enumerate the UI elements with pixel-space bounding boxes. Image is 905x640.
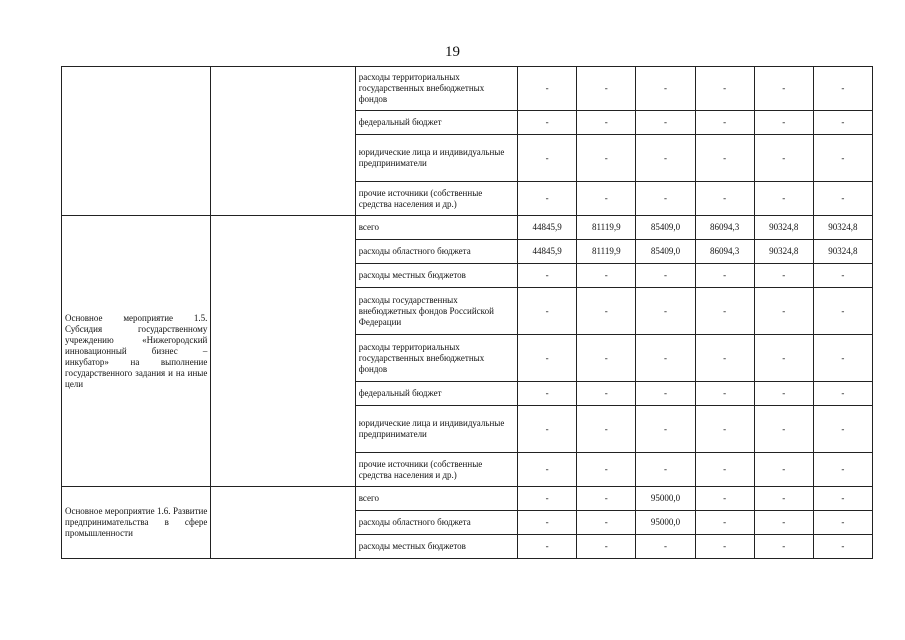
year-value: -: [577, 264, 636, 288]
year-value: 44845,9: [518, 216, 577, 240]
year-value: -: [636, 264, 695, 288]
year-value: -: [754, 182, 813, 216]
year-value: -: [695, 182, 754, 216]
year-value: -: [695, 264, 754, 288]
year-value: -: [813, 487, 872, 511]
year-value: -: [577, 511, 636, 535]
year-value: -: [636, 288, 695, 335]
activity-description: [62, 67, 211, 216]
year-value: -: [577, 288, 636, 335]
year-value: -: [695, 111, 754, 135]
year-value: -: [813, 182, 872, 216]
activity-description: Основное мероприятие 1.5. Субсидия государственному учреждению «Нижегородский инновационный бизнес – инкубатор» на выполнение государственного задания и на иные цели: [62, 216, 211, 487]
year-value: 81119,9: [577, 240, 636, 264]
year-value: -: [695, 335, 754, 382]
year-value: -: [518, 382, 577, 406]
year-value: -: [813, 406, 872, 453]
year-value: 86094,3: [695, 216, 754, 240]
year-value: -: [754, 511, 813, 535]
year-value: -: [636, 182, 695, 216]
funding-source: расходы местных бюджетов: [355, 264, 517, 288]
year-value: -: [636, 382, 695, 406]
table-row: [62, 487, 873, 511]
year-value: -: [754, 382, 813, 406]
year-value: -: [695, 288, 754, 335]
table-row: [62, 67, 873, 111]
table-row: [62, 216, 873, 240]
year-value: -: [695, 382, 754, 406]
year-value: -: [813, 335, 872, 382]
year-value: -: [813, 135, 872, 182]
funding-source: юридические лица и индивидуальные предприниматели: [355, 135, 517, 182]
year-value: 90324,8: [754, 216, 813, 240]
funding-source: расходы местных бюджетов: [355, 535, 517, 559]
year-value: -: [636, 535, 695, 559]
executor-cell: [211, 487, 355, 559]
budget-table: [61, 66, 873, 559]
year-value: -: [695, 406, 754, 453]
year-value: -: [518, 335, 577, 382]
year-value: -: [754, 111, 813, 135]
year-value: -: [695, 67, 754, 111]
year-value: -: [518, 453, 577, 487]
year-value: -: [695, 453, 754, 487]
year-value: -: [518, 111, 577, 135]
year-value: -: [518, 511, 577, 535]
year-value: -: [695, 135, 754, 182]
year-value: -: [813, 288, 872, 335]
page-number: 19: [445, 44, 460, 60]
year-value: -: [695, 511, 754, 535]
funding-source: всего: [355, 216, 517, 240]
year-value: 85409,0: [636, 216, 695, 240]
funding-source: расходы территориальных государственных внебюджетных фондов: [355, 67, 517, 111]
year-value: 81119,9: [577, 216, 636, 240]
year-value: -: [518, 406, 577, 453]
year-value: -: [695, 535, 754, 559]
year-value: -: [636, 335, 695, 382]
year-value: -: [577, 335, 636, 382]
year-value: 90324,8: [754, 240, 813, 264]
funding-source: расходы областного бюджета: [355, 511, 517, 535]
year-value: -: [813, 382, 872, 406]
year-value: -: [518, 487, 577, 511]
year-value: -: [695, 487, 754, 511]
year-value: 86094,3: [695, 240, 754, 264]
year-value: 95000,0: [636, 511, 695, 535]
year-value: -: [813, 67, 872, 111]
year-value: -: [754, 67, 813, 111]
year-value: 44845,9: [518, 240, 577, 264]
year-value: 90324,8: [813, 216, 872, 240]
year-value: -: [577, 67, 636, 111]
year-value: -: [577, 111, 636, 135]
year-value: -: [813, 453, 872, 487]
funding-source: юридические лица и индивидуальные предприниматели: [355, 406, 517, 453]
year-value: -: [754, 288, 813, 335]
year-value: -: [518, 264, 577, 288]
year-value: -: [577, 382, 636, 406]
funding-source: прочие источники (собственные средства населения и др.): [355, 453, 517, 487]
year-value: -: [754, 535, 813, 559]
year-value: -: [813, 535, 872, 559]
funding-source: расходы областного бюджета: [355, 240, 517, 264]
year-value: -: [636, 67, 695, 111]
year-value: -: [636, 406, 695, 453]
year-value: -: [577, 182, 636, 216]
year-value: -: [754, 487, 813, 511]
year-value: -: [754, 335, 813, 382]
funding-source: прочие источники (собственные средства населения и др.): [355, 182, 517, 216]
funding-source: расходы территориальных государственных внебюджетных фондов: [355, 335, 517, 382]
funding-source: всего: [355, 487, 517, 511]
activity-description: Основное мероприятие 1.6. Развитие предпринимательства в сфере промышленности: [62, 487, 211, 559]
year-value: -: [754, 264, 813, 288]
funding-source: федеральный бюджет: [355, 382, 517, 406]
year-value: -: [636, 135, 695, 182]
year-value: 90324,8: [813, 240, 872, 264]
year-value: -: [754, 453, 813, 487]
year-value: -: [518, 182, 577, 216]
year-value: -: [636, 111, 695, 135]
year-value: -: [754, 135, 813, 182]
year-value: -: [813, 111, 872, 135]
year-value: -: [518, 67, 577, 111]
year-value: -: [577, 406, 636, 453]
year-value: -: [577, 135, 636, 182]
year-value: -: [518, 288, 577, 335]
year-value: -: [577, 453, 636, 487]
executor-cell: [211, 67, 355, 216]
year-value: -: [754, 406, 813, 453]
year-value: 85409,0: [636, 240, 695, 264]
year-value: -: [636, 453, 695, 487]
year-value: 95000,0: [636, 487, 695, 511]
executor-cell: [211, 216, 355, 487]
year-value: -: [577, 535, 636, 559]
year-value: -: [518, 135, 577, 182]
year-value: -: [813, 264, 872, 288]
year-value: -: [813, 511, 872, 535]
year-value: -: [577, 487, 636, 511]
funding-source: федеральный бюджет: [355, 111, 517, 135]
year-value: -: [518, 535, 577, 559]
funding-source: расходы государственных внебюджетных фондов Российской Федерации: [355, 288, 517, 335]
